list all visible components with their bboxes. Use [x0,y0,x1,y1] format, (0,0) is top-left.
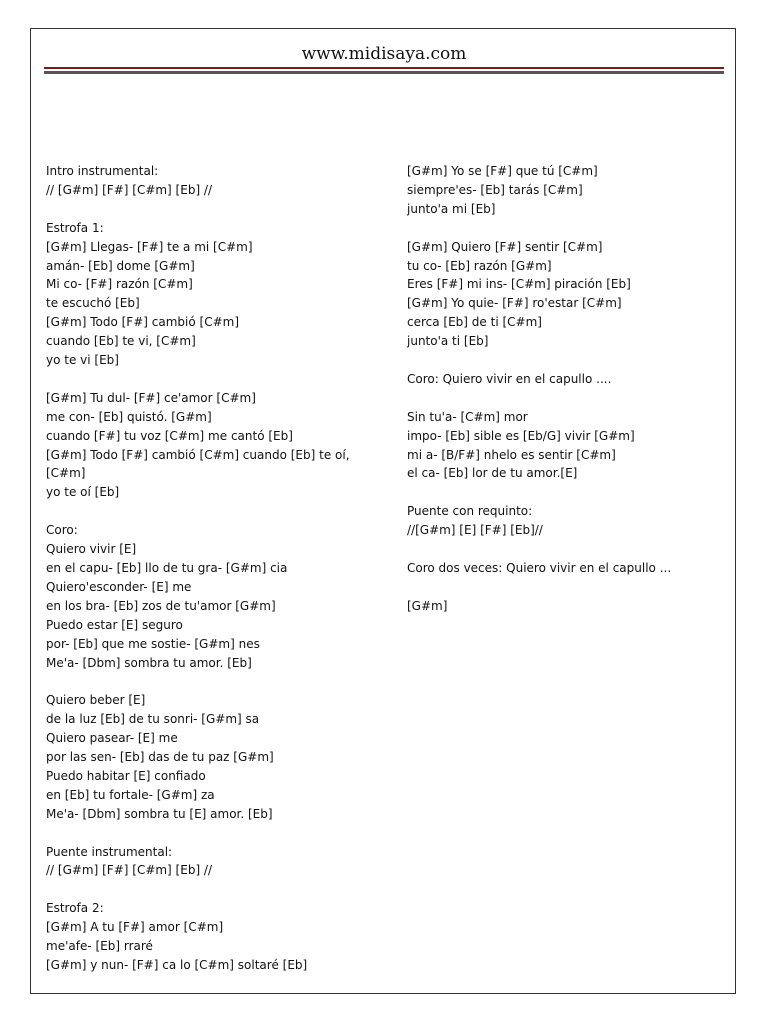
lyric-line: Intro instrumental: [46,164,159,178]
stanza-gap [407,540,707,559]
stanza-gap [407,389,707,408]
lyric-line: [G#m] Todo [F#] cambió [C#m] cuando [Eb] te oí, [46,447,350,462]
lyric-line: me con- [Eb] quistó. [G#m] [46,409,212,424]
lyric-line: Eres [F#] mi ins- [C#m] piración [Eb] [407,277,631,292]
lyric-line: Puente con requinto: [407,504,533,519]
stanza-gap [407,351,707,370]
lyric-line: Estrofa 2: [46,901,104,916]
stanza-gap [407,483,707,502]
lyric-line: junto'a mi [Eb] [407,201,496,216]
stanza-gap [407,219,707,238]
lyric-line: mi a- [B/F#] nhelo es sentir [C#m] [407,447,616,462]
lyric-line: cerca [Eb] de ti [C#m] [407,315,542,330]
lyric-line: te escuchó [Eb] [46,296,140,311]
lyric-line: [G#m] Quiero [F#] sentir [C#m] [407,239,603,254]
lyric-line: [G#m] Llegas- [F#] te a mi [C#m] [46,239,253,254]
lyric-line: Quiero vivir [E] [46,542,137,557]
lyric-line: Coro: Quiero vivir en el capullo .... [407,371,612,386]
site-header[interactable]: www.midisaya.com [301,44,467,64]
lyric-line: [G#m] Yo se [F#] que tú [C#m] [407,164,598,178]
lyric-line: Quiero beber [E] [46,693,146,708]
lyric-line: junto'a ti [Eb] [407,334,489,349]
lyric-line: de la luz [Eb] de tu sonri- [G#m] sa [46,712,260,727]
lyric-line: //[G#m] [E] [F#] [Eb]// [407,523,543,538]
lyric-line: por- [Eb] que me sostie- [G#m] nes [46,636,260,651]
lyric-line: Sin tu'a- [C#m] mor [407,409,528,424]
header-rule-top [44,67,724,69]
lyric-line: Puedo estar [E] seguro [46,617,183,632]
lyric-line: Mi co- [F#] razón [C#m] [46,277,193,292]
stanza-gap [46,502,346,521]
lyric-line: en el capu- [Eb] llo de tu gra- [G#m] cia [46,560,288,575]
lyric-line: Coro: [46,523,78,538]
stanza-gap [46,672,346,691]
lyric-line: Puente instrumental: [46,844,173,859]
lyric-line: yo te vi [Eb] [46,353,119,368]
lyric-line: [G#m] Todo [F#] cambió [C#m] [46,315,239,330]
lyric-line: Estrofa 1: [46,220,104,235]
lyric-line: Coro dos veces: Quiero vivir en el capullo ... [407,560,672,575]
stanza-gap [46,370,346,389]
lyrics-left-column [46,162,350,975]
stanza-gap [46,200,346,219]
lyric-line: por las sen- [Eb] das de tu paz [G#m] [46,750,274,765]
lyric-line: en [Eb] tu fortale- [G#m] za [46,787,215,802]
lyric-line: Me'a- [Dbm] sombra tu [E] amor. [Eb] [46,806,273,821]
lyric-line: [G#m] y nun- [F#] ca lo [C#m] soltaré [Eb] [46,957,308,972]
lyrics-right-column [407,162,707,616]
lyric-line: en los bra- [Eb] zos de tu'amor [G#m] [46,598,276,613]
lyric-line: [G#m] Yo quie- [F#] ro'estar [C#m] [407,296,622,311]
lyric-line: [G#m] Tu dul- [F#] ce'amor [C#m] [46,390,256,405]
lyric-line: siempre'es- [Eb] tarás [C#m] [407,182,583,197]
stanza-gap [46,824,346,843]
stanza-gap [46,880,346,899]
lyric-line: [C#m] [46,466,86,481]
header-rule-bottom [44,71,724,74]
lyric-line: me'afe- [Eb] rraré [46,939,153,954]
lyric-line: el ca- [Eb] lor de tu amor.[E] [407,466,578,481]
lyric-line: Me'a- [Dbm] sombra tu amor. [Eb] [46,655,252,670]
stanza-gap [407,578,707,597]
lyric-line: tu co- [Eb] razón [G#m] [407,258,552,273]
lyric-line: Quiero pasear- [E] me [46,731,178,746]
lyric-line: cuando [F#] tu voz [C#m] me cantó [Eb] [46,428,293,443]
lyric-line: cuando [Eb] te vi, [C#m] [46,334,196,349]
lyric-line: // [G#m] [F#] [C#m] [Eb] // [46,182,213,197]
lyric-line: // [G#m] [F#] [C#m] [Eb] // [46,863,213,878]
lyric-line: impo- [Eb] sible es [Eb/G] vivir [G#m] [407,428,635,443]
lyric-line: Quiero'esconder- [E] me [46,579,192,594]
lyric-line: Puedo habitar [E] confiado [46,768,206,783]
lyric-line: [G#m] A tu [F#] amor [C#m] [46,920,224,935]
lyric-line: [G#m] [407,598,448,613]
lyric-line: yo te oí [Eb] [46,485,120,500]
lyric-line: amán- [Eb] dome [G#m] [46,258,195,273]
